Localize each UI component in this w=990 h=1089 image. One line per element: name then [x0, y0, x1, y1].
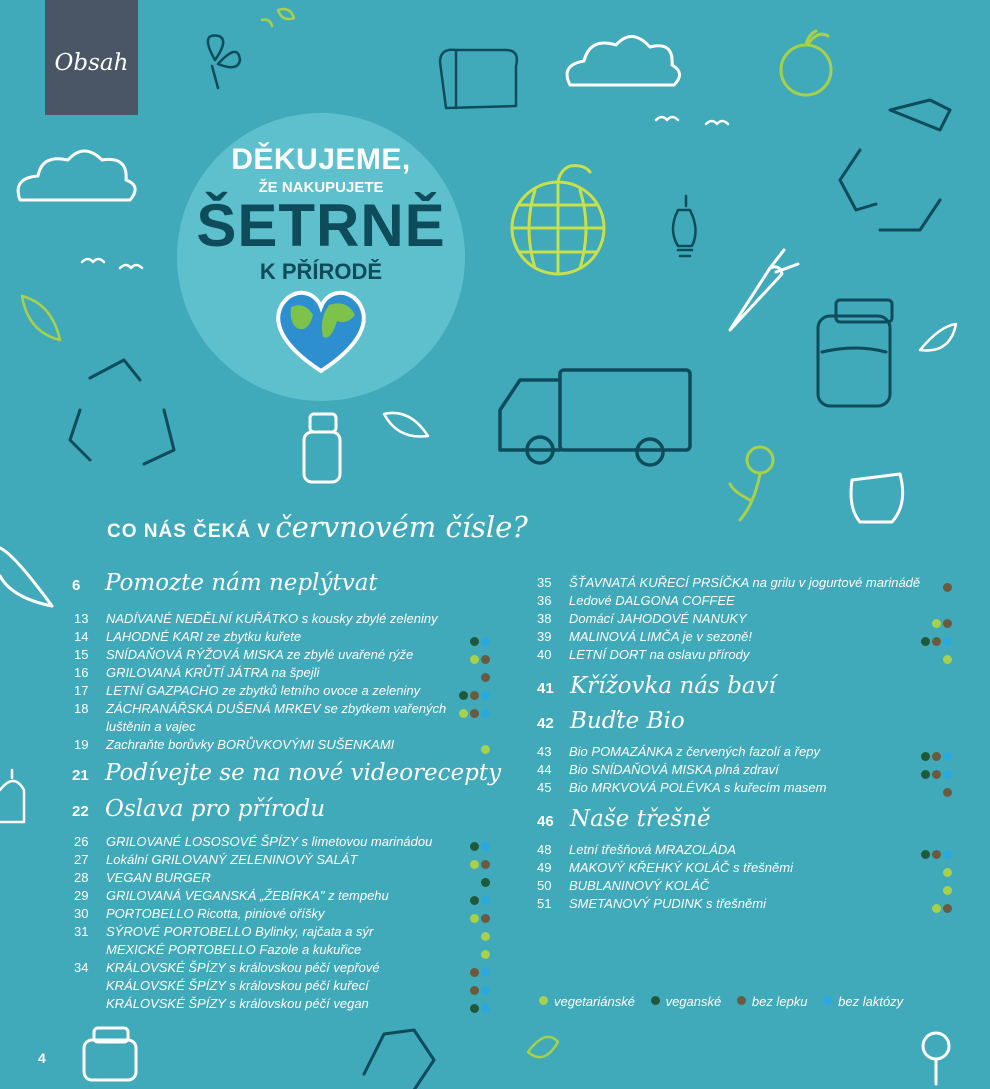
- diet-tags: [919, 752, 952, 761]
- entry-title: BUBLANINOVÝ KOLÁČ: [569, 878, 710, 893]
- diet-tags: [919, 850, 952, 859]
- section-number: 6: [72, 577, 81, 594]
- entry-title: SÝROVÉ PORTOBELLO Bylinky, rajčata a sýr: [106, 924, 374, 939]
- badge-line-3: ŠETRNĚ: [196, 192, 446, 259]
- entry-title: KRÁLOVSKÉ ŠPÍZY s královskou péčí kuřecí: [106, 978, 369, 993]
- diet-tag-dot: [921, 752, 930, 761]
- bird-icon: [120, 265, 142, 268]
- entry-title: Bio POMAZÁNKA z červených fazolí a řepy: [569, 744, 820, 759]
- diet-tags: [479, 673, 490, 682]
- toc-entry[interactable]: [537, 878, 952, 894]
- diet-tags: [468, 637, 490, 646]
- entry-title: LETNÍ DORT na oslavu přírody: [569, 647, 750, 662]
- diet-tag-dot: [481, 691, 490, 700]
- lightbulb-icon: [0, 770, 24, 822]
- leaf-icon: [384, 413, 428, 437]
- bird-icon: [656, 117, 678, 120]
- toc-section[interactable]: [537, 673, 776, 699]
- section-title: Oslava pro přírodu: [105, 796, 326, 822]
- toc-entry[interactable]: [74, 629, 490, 645]
- diet-tag-dot: [481, 968, 490, 977]
- section-number: 46: [537, 813, 554, 830]
- diet-tag-dot: [459, 709, 468, 718]
- toc-section[interactable]: [537, 806, 711, 832]
- diet-tag-dot: [481, 637, 490, 646]
- recycle-icon: [364, 1030, 434, 1089]
- entry-page-number: 26: [74, 834, 89, 849]
- diet-tag-dot: [481, 842, 490, 851]
- toc-entry[interactable]: [74, 942, 490, 958]
- leaf-icon: [528, 1037, 558, 1057]
- bird-icon: [82, 259, 104, 262]
- toc-entry[interactable]: [537, 762, 952, 778]
- entry-title: NADÍVANÉ NEDĚLNÍ KUŘÁTKO s kousky zbylé zeleniny: [106, 611, 438, 626]
- diet-tag-dot: [943, 868, 952, 877]
- diet-tag-dot: [470, 655, 479, 664]
- apple-icon: [781, 31, 831, 95]
- diet-tags: [468, 842, 490, 851]
- entry-title: Ledové DALGONA COFFEE: [569, 593, 735, 608]
- diet-tags: [919, 637, 952, 646]
- toc-entry[interactable]: [74, 978, 490, 994]
- bread-icon: [440, 50, 517, 108]
- entry-page-number: 29: [74, 888, 89, 903]
- entry-title: PORTOBELLO Ricotta, piniové oříšky: [106, 906, 325, 921]
- toc-entry[interactable]: [74, 960, 490, 976]
- toc-entry[interactable]: [74, 924, 490, 940]
- diet-tags: [479, 878, 490, 887]
- toc-section[interactable]: [72, 570, 378, 596]
- entry-page-number: 36: [537, 593, 552, 608]
- entry-title: MALINOVÁ LIMČA je v sezoně!: [569, 629, 753, 644]
- toc-section[interactable]: [537, 708, 685, 734]
- legend-label: veganské: [665, 994, 722, 1009]
- legend-dot: [651, 996, 660, 1005]
- diet-tag-dot: [481, 745, 490, 754]
- entry-title: SNÍDAŇOVÁ RÝŽOVÁ MISKA ze zbylé uvařené rýže: [106, 647, 414, 662]
- legend-item: [649, 994, 722, 1009]
- leaf-icon: [262, 9, 294, 26]
- diet-tag-dot: [932, 850, 941, 859]
- diet-tag-dot: [470, 709, 479, 718]
- entry-page-number: 34: [74, 960, 89, 975]
- entry-title: GRILOVANÉ LOSOSOVÉ ŠPÍZY s limetovou marinádou: [106, 834, 433, 849]
- legend-label: bez laktózy: [838, 994, 904, 1009]
- section-title: Naše třešně: [570, 806, 711, 832]
- diet-tag-dot: [943, 770, 952, 779]
- diet-tag-dot: [481, 1004, 490, 1013]
- diet-tag-dot: [943, 904, 952, 913]
- page-number: 4: [38, 1050, 46, 1066]
- diet-tag-dot: [470, 842, 479, 851]
- legend-item: [735, 994, 808, 1009]
- entry-title: LAHODNÉ KARI ze zbytku kuřete: [106, 629, 302, 644]
- diet-tags: [468, 914, 490, 923]
- bird-icon: [706, 121, 728, 124]
- entry-title: ZÁCHRANÁŘSKÁ DUŠENÁ MRKEV se zbytkem vařených: [106, 701, 447, 716]
- diet-tags: [468, 896, 490, 905]
- diet-tag-dot: [481, 914, 490, 923]
- legend-dot: [823, 996, 832, 1005]
- diet-tag-dot: [943, 655, 952, 664]
- diet-tag-dot: [470, 986, 479, 995]
- diet-tag-dot: [470, 914, 479, 923]
- diet-tags: [941, 583, 952, 592]
- legend-dot: [737, 996, 746, 1005]
- toc-section[interactable]: [72, 796, 325, 822]
- section-title: Pomozte nám neplýtvat: [105, 570, 378, 596]
- section-number: 42: [537, 715, 554, 732]
- diet-tags: [468, 968, 490, 977]
- diet-tags: [479, 950, 490, 959]
- diet-tag-dot: [470, 691, 479, 700]
- entry-page-number: 38: [537, 611, 552, 626]
- toc-entry[interactable]: [537, 896, 952, 912]
- toc-entry[interactable]: [74, 870, 490, 886]
- diet-tag-dot: [943, 619, 952, 628]
- entry-title: MEXICKÉ PORTOBELLO Fazole a kukuřice: [106, 942, 362, 957]
- diet-tags: [468, 986, 490, 995]
- recycle-icon: [70, 360, 174, 464]
- entry-page-number: 27: [74, 852, 89, 867]
- section-title: Křížovka nás baví: [570, 673, 776, 699]
- legend-item: [537, 994, 635, 1009]
- diet-tag-dot: [481, 709, 490, 718]
- leaf-icon: [22, 296, 60, 340]
- diet-tags: [468, 860, 490, 869]
- toc-entry[interactable]: [537, 842, 952, 858]
- entry-page-number: 28: [74, 870, 89, 885]
- toc-entry[interactable]: [74, 683, 490, 699]
- diet-tag-dot: [921, 850, 930, 859]
- entry-page-number: 49: [537, 860, 552, 875]
- entry-page-number: 16: [74, 665, 89, 680]
- entry-title: Bio SNÍDAŇOVÁ MISKA plná zdraví: [569, 762, 779, 777]
- entry-title: GRILOVANÁ KRŮTÍ JÁTRA na špejli: [106, 665, 320, 680]
- entry-page-number: 51: [537, 896, 552, 911]
- entry-title: GRILOVANÁ VEGANSKÁ „ŽEBÍRKA" z tempehu: [106, 888, 389, 903]
- entry-page-number: 45: [537, 780, 552, 795]
- entry-title: luštěnin a vajec: [106, 719, 196, 734]
- cloud-icon: [567, 36, 679, 85]
- entry-page-number: 39: [537, 629, 552, 644]
- diet-tags: [941, 868, 952, 877]
- entry-page-number: 18: [74, 701, 89, 716]
- diet-tag-dot: [481, 878, 490, 887]
- section-number: 41: [537, 680, 554, 697]
- toc-entry[interactable]: [74, 665, 490, 681]
- jar-icon: [84, 1028, 136, 1080]
- toc-entry[interactable]: [74, 906, 490, 922]
- flower-icon: [730, 447, 773, 520]
- heart-earth-icon: [271, 285, 371, 375]
- toc-entry[interactable]: [537, 629, 952, 645]
- toc-entry[interactable]: [537, 860, 952, 876]
- entry-page-number: 13: [74, 611, 89, 626]
- entry-page-number: 44: [537, 762, 552, 777]
- entry-title: MAKOVÝ KŘEHKÝ KOLÁČ s třešněmi: [569, 860, 793, 875]
- toc-entry[interactable]: [74, 611, 490, 627]
- thank-you-badge: [177, 113, 465, 401]
- diet-tag-dot: [932, 619, 941, 628]
- entry-page-number: 43: [537, 744, 552, 759]
- entry-title: Domácí JAHODOVÉ NANUKY: [569, 611, 747, 626]
- diet-tags: [930, 904, 952, 913]
- lightbulb-icon: [673, 196, 696, 256]
- entry-page-number: 50: [537, 878, 552, 893]
- butterfly-icon: [208, 36, 240, 89]
- entry-page-number: 19: [74, 737, 89, 752]
- diet-tags: [479, 932, 490, 941]
- leaf-icon: [920, 324, 956, 350]
- diet-tag-dot: [943, 788, 952, 797]
- diet-tags: [930, 619, 952, 628]
- diet-tag-dot: [481, 932, 490, 941]
- section-tab: [45, 0, 138, 115]
- diet-tags: [457, 709, 490, 718]
- toc-heading: [107, 510, 528, 544]
- section-title: Podívejte se na nové videorecepty: [105, 760, 502, 786]
- entry-title: VEGAN BURGER: [106, 870, 211, 885]
- toc-entry[interactable]: [537, 744, 952, 760]
- carrot-icon: [0, 548, 52, 606]
- diet-tag-dot: [932, 637, 941, 646]
- globe-icon: [512, 166, 604, 274]
- toc-entry[interactable]: [537, 611, 952, 627]
- toc-section[interactable]: [72, 760, 501, 786]
- toc-entry[interactable]: [537, 780, 952, 796]
- entry-page-number: 14: [74, 629, 89, 644]
- diet-tags: [941, 886, 952, 895]
- jar-icon: [304, 414, 340, 482]
- badge-line-4: K PŘÍRODĚ: [259, 259, 383, 284]
- section-number: 22: [72, 803, 89, 820]
- diet-tag-dot: [470, 637, 479, 646]
- diet-tags: [468, 655, 490, 664]
- toc-entry[interactable]: [537, 647, 952, 663]
- entry-page-number: 15: [74, 647, 89, 662]
- legend-label: vegetariánské: [554, 994, 635, 1009]
- diet-tags: [479, 745, 490, 754]
- entry-page-number: 17: [74, 683, 89, 698]
- legend-item: [821, 994, 903, 1009]
- diet-tag-dot: [459, 691, 468, 700]
- diet-tag-dot: [481, 986, 490, 995]
- diet-tag-dot: [481, 860, 490, 869]
- diet-tag-dot: [470, 968, 479, 977]
- entry-title: LETNÍ GAZPACHO ze zbytků letního ovoce a zeleniny: [106, 683, 421, 698]
- section-title: Buďte Bio: [570, 708, 685, 734]
- diet-tags: [941, 788, 952, 797]
- diet-tag-dot: [943, 583, 952, 592]
- recycle-icon: [840, 100, 950, 230]
- diet-tag-dot: [481, 896, 490, 905]
- diet-tag-dot: [943, 752, 952, 761]
- toc-entry[interactable]: [537, 575, 952, 591]
- toc-entry[interactable]: [74, 888, 490, 904]
- entry-title: Letní třešňová MRAZOLÁDA: [569, 842, 736, 857]
- toc-entry[interactable]: [74, 852, 490, 868]
- toc-entry[interactable]: [74, 834, 490, 850]
- entry-title: Zachraňte borůvky BORŮVKOVÝMI SUŠENKAMI: [106, 737, 395, 752]
- entry-title: SMETANOVÝ PUDINK s třešněmi: [569, 896, 766, 911]
- truck-icon: [500, 370, 690, 465]
- diet-tag-dot: [932, 904, 941, 913]
- flower-icon: [923, 1033, 949, 1084]
- entry-title: KRÁLOVSKÉ ŠPÍZY s královskou péčí vepřové: [106, 960, 380, 975]
- diet-tags: [919, 770, 952, 779]
- diet-tag-dot: [921, 770, 930, 779]
- entry-page-number: 31: [74, 924, 89, 939]
- diet-legend: [537, 994, 913, 1009]
- toc-entry[interactable]: [74, 701, 490, 717]
- section-number: 21: [72, 767, 89, 784]
- diet-tag-dot: [943, 637, 952, 646]
- entry-title: KRÁLOVSKÉ ŠPÍZY s královskou péčí vegan: [106, 996, 369, 1011]
- section-tab-label: Obsah: [54, 49, 129, 76]
- entry-page-number: 30: [74, 906, 89, 921]
- badge-line-2: ŽE NAKUPUJETE: [258, 179, 384, 196]
- diet-tag-dot: [943, 886, 952, 895]
- toc-heading-script: červnovém čísle?: [275, 510, 528, 544]
- entry-page-number: 35: [537, 575, 552, 590]
- diet-tags: [941, 655, 952, 664]
- toc-entry[interactable]: [74, 719, 490, 735]
- diet-tag-dot: [932, 752, 941, 761]
- toc-heading-lead: CO NÁS ČEKÁ V: [107, 521, 271, 542]
- entry-title: ŠŤAVNATÁ KUŘECÍ PRSÍČKA na grilu v jogurtové marinádě: [569, 575, 921, 590]
- toc-entry[interactable]: [74, 996, 490, 1012]
- diet-tag-dot: [943, 850, 952, 859]
- entry-page-number: 48: [537, 842, 552, 857]
- diet-tag-dot: [481, 673, 490, 682]
- diet-tag-dot: [481, 655, 490, 664]
- entry-title: Bio MRKVOVÁ POLÉVKA s kuřecím masem: [569, 780, 827, 795]
- diet-tag-dot: [470, 896, 479, 905]
- legend-label: bez lepku: [751, 994, 808, 1009]
- toc-entry[interactable]: [537, 593, 952, 609]
- entry-title: Lokální GRILOVANÝ ZELENINOVÝ SALÁT: [106, 852, 358, 867]
- diet-tags: [468, 1004, 490, 1013]
- diet-tag-dot: [921, 637, 930, 646]
- diet-tag-dot: [470, 1004, 479, 1013]
- carrot-icon: [730, 250, 798, 330]
- legend-dot: [539, 996, 548, 1005]
- diet-tag-dot: [932, 770, 941, 779]
- toc-entry[interactable]: [74, 647, 490, 663]
- diet-tag-dot: [470, 860, 479, 869]
- jar-icon: [818, 300, 892, 406]
- badge-line-1: DĚKUJEME,: [231, 143, 411, 176]
- cloud-icon: [18, 151, 135, 200]
- diet-tag-dot: [481, 950, 490, 959]
- entry-page-number: 40: [537, 647, 552, 662]
- toc-entry[interactable]: [74, 737, 490, 753]
- diet-tags: [457, 691, 490, 700]
- bag-icon: [851, 474, 903, 522]
